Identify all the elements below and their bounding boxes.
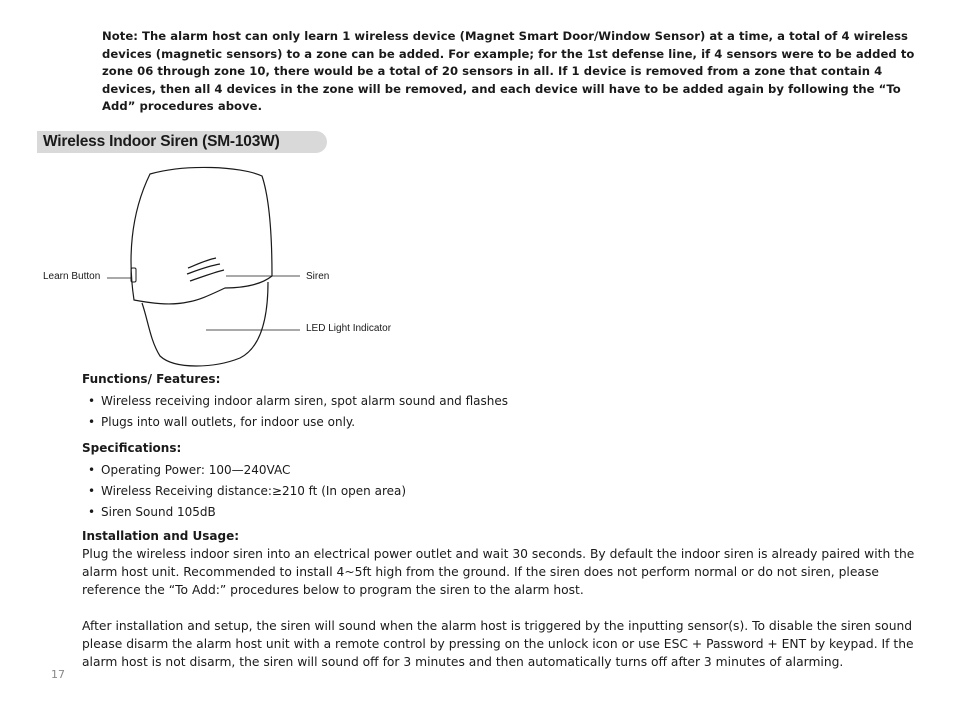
section-title: Wireless Indoor Siren (SM-103W)	[43, 133, 280, 150]
functions-heading: Functions/ Features:	[82, 372, 221, 386]
list-item: • Wireless Receiving distance:≥210 ft (In open area)	[82, 481, 922, 502]
siren-lower-body	[142, 282, 268, 366]
content-body	[82, 370, 922, 671]
list-item: • Operating Power: 100—240VAC	[82, 460, 922, 481]
list-item: • Wireless receiving indoor alarm siren, spot alarm sound and flashes	[82, 391, 922, 412]
siren-grille-line	[188, 258, 216, 268]
specifications-list	[82, 460, 922, 523]
siren-label: Siren	[306, 271, 330, 282]
list-item: • Siren Sound 105dB	[82, 502, 922, 523]
note-paragraph: Note: The alarm host can only learn 1 wireless device (Magnet Smart Door/Window Sensor) at a time, a total of 4 wireless devices (magnetic sensors) to a zone can be added. For example; for the 1st defense line, if 4 sensors were to be added to zone 06 through zone 10, there would be a total of 20 sensors in all. If 1 device is removed from a zone that contain 4 devices, then all 4 devices in the zone will be removed, and each device will have to be added again by following the “To Add” procedures above.	[102, 29, 915, 114]
section-header	[37, 131, 327, 153]
led-indicator-label: LED Light Indicator	[306, 323, 392, 334]
specifications-heading: Specifications:	[82, 441, 182, 455]
installation-heading: Installation and Usage:	[82, 529, 240, 543]
siren-illustration	[0, 160, 420, 370]
installation-paragraph: Plug the wireless indoor siren into an electrical power outlet and wait 30 seconds. By default the indoor siren is already paired with the alarm host unit. Recommended to install 4~5ft high from the ground. If the siren does not perform normal or do not siren, please reference the “To Add:” procedures below to program the siren to the alarm host.	[82, 547, 915, 598]
siren-diagram	[0, 160, 420, 370]
learn-button-label: Learn Button	[43, 271, 101, 282]
list-item: • Plugs into wall outlets, for indoor use only.	[82, 412, 922, 433]
usage-paragraph: After installation and setup, the siren will sound when the alarm host is triggered by the inputting sensor(s). To disable the siren sound please disarm the alarm host unit with a remote control by pressing on the unlock icon or use ESC + Password + ENT by keypad. If the alarm host is not disarm, the siren will sound off for 3 minutes and then automatically turns off after 3 minutes of alarming.	[82, 618, 914, 670]
page-number: 17	[51, 668, 65, 681]
siren-upper-body	[131, 167, 272, 304]
functions-list	[82, 391, 922, 433]
